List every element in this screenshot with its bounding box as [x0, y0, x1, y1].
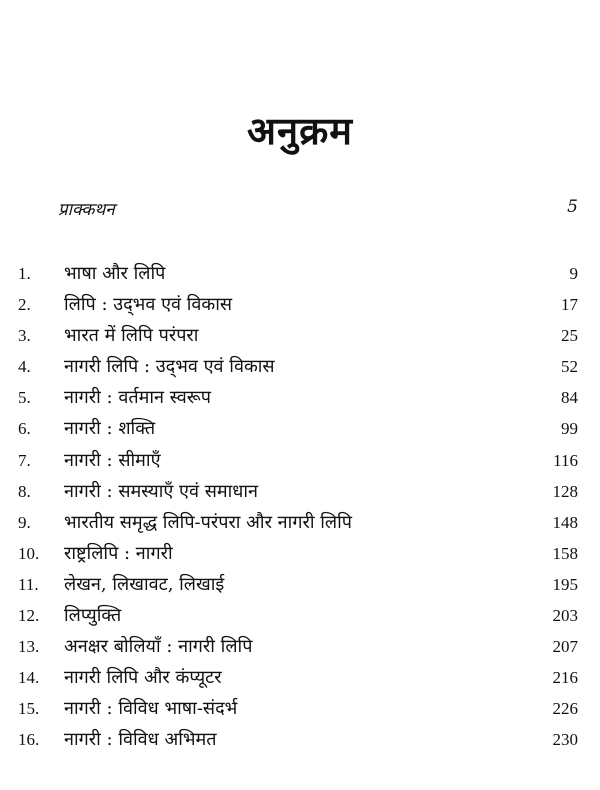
toc-title: राष्ट्रलिपि : नागरी	[64, 542, 173, 564]
toc-row	[0, 569, 600, 600]
preface-entry	[58, 197, 578, 221]
toc-page-number: 216	[552, 668, 578, 688]
toc-row	[0, 413, 600, 444]
toc-page-number: 128	[552, 481, 578, 501]
toc-title: नागरी : शक्ति	[64, 418, 156, 440]
toc-page-number: 52	[561, 357, 578, 377]
toc-page-number: 148	[552, 512, 578, 532]
toc-page-number: 9	[569, 264, 578, 283]
toc-page-number: 230	[552, 730, 578, 750]
toc-page-number: 207	[552, 637, 578, 657]
toc-page-number: 25	[561, 326, 578, 346]
toc-number: 10.	[18, 543, 40, 563]
toc-title: नागरी : समस्याएँ एवं समाधान	[64, 480, 259, 502]
toc-row	[0, 476, 600, 507]
toc-number: 3.	[18, 326, 31, 346]
toc-row	[0, 351, 600, 382]
toc-title: नागरी लिपि और कंप्यूटर	[64, 667, 222, 689]
preface-page-number: 5	[567, 197, 578, 217]
toc-row	[0, 289, 600, 320]
toc-number: 12.	[18, 606, 40, 626]
toc-row	[0, 631, 600, 662]
toc-row	[0, 538, 600, 569]
toc-page-number: 195	[552, 574, 578, 594]
toc-page-number: 226	[552, 699, 578, 719]
toc-title: नागरी : विविध अभिमत	[64, 729, 217, 751]
toc-number: 9.	[18, 512, 31, 532]
toc-row	[0, 445, 600, 476]
toc-number: 8.	[18, 481, 31, 501]
toc-number: 7.	[18, 450, 31, 470]
toc-page-number: 158	[552, 543, 578, 563]
toc-title: भारतीय समृद्ध लिपि-परंपरा और नागरी लिपि	[64, 511, 352, 533]
toc-number: 11.	[18, 574, 39, 594]
toc-row	[0, 662, 600, 693]
preface-label: प्राक्कथन	[58, 200, 115, 220]
toc-title: लिप्युक्ति	[64, 605, 122, 627]
toc-row	[0, 507, 600, 538]
toc-page-number: 17	[561, 295, 578, 315]
toc-number: 4.	[18, 357, 31, 377]
toc-number: 13.	[18, 637, 40, 657]
toc-number: 2.	[18, 295, 31, 315]
toc-row	[0, 724, 600, 755]
toc-row	[0, 382, 600, 413]
toc-number: 16.	[18, 730, 40, 750]
toc-page-number: 84	[561, 388, 578, 408]
toc-row	[0, 600, 600, 631]
toc-title: लेखन, लिखावट, लिखाई	[64, 573, 225, 595]
toc-title: भारत में लिपि परंपरा	[64, 325, 199, 347]
toc-title: लिपि : उद्‌भव एवं विकास	[64, 294, 233, 316]
toc-title: नागरी : सीमाएँ	[64, 449, 161, 471]
toc-row	[0, 258, 600, 289]
toc-page-number: 99	[561, 419, 578, 439]
toc-page-number: 116	[553, 450, 578, 470]
toc-title: नागरी : वर्तमान स्वरूप	[64, 387, 211, 409]
toc-number: 14.	[18, 668, 40, 688]
toc-number: 15.	[18, 699, 40, 719]
toc-title: अनक्षर बोलियाँ : नागरी लिपि	[64, 636, 253, 658]
toc-number: 6.	[18, 419, 31, 439]
toc-title: नागरी : विविध भाषा-संदर्भ	[64, 698, 238, 720]
toc-page-number: 203	[552, 606, 578, 626]
toc-row	[0, 693, 600, 724]
toc-number: 1.	[18, 264, 31, 283]
toc-row	[0, 320, 600, 351]
page-title: अनुक्रम	[246, 108, 354, 153]
table-of-contents	[0, 258, 600, 756]
toc-title: नागरी लिपि : उद्‌भव एवं विकास	[64, 356, 275, 378]
toc-title: भाषा और लिपि	[64, 263, 166, 284]
toc-number: 5.	[18, 388, 31, 408]
